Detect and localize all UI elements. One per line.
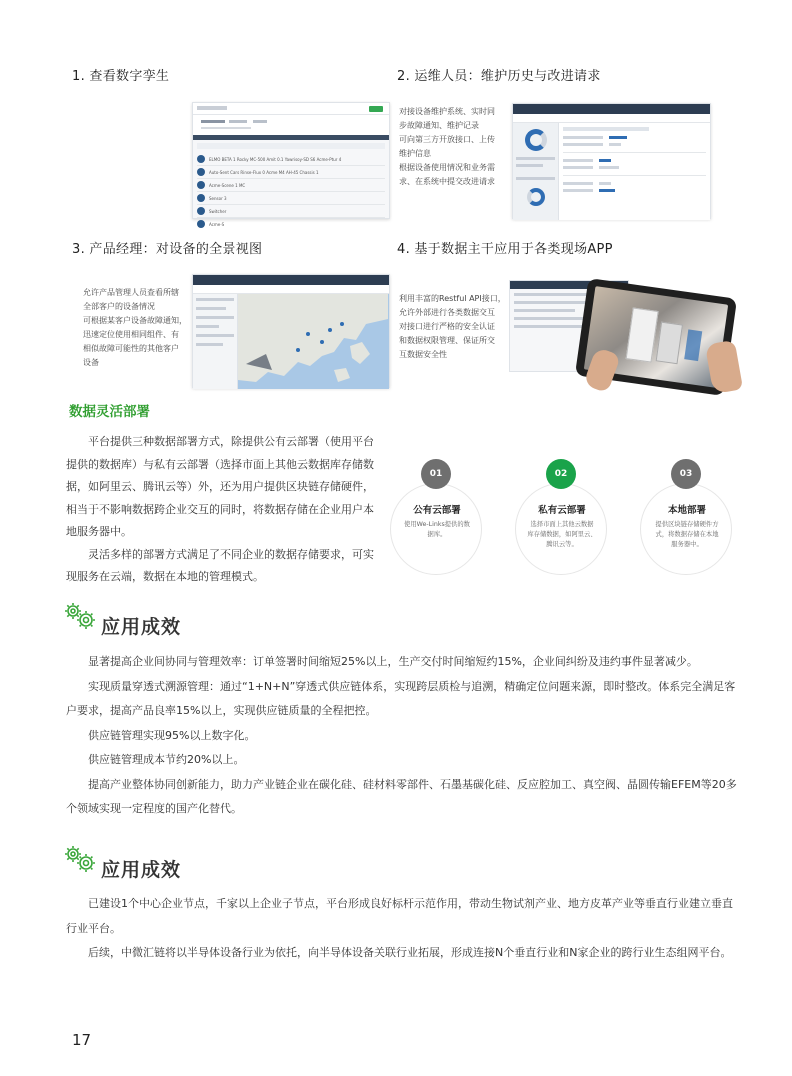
section1-paragraph: 提高产业整体协同创新能力，助力产业链企业在碳化硅、硅材料零部件、石墨基碳化硅、反应腔加工、真空阀、晶圆传输EFEM等20多个领域实现一定程度的国产化替代。 (66, 777, 737, 815)
row-text: Sensor 3 (209, 195, 227, 201)
row-icon (197, 194, 205, 202)
row-text: Auto-Sent Cars Rinse-Flux 0 Acme M4 AH-45 Chassis 1 (209, 169, 319, 175)
world-map (238, 294, 389, 389)
digital-twin-screenshot (192, 102, 390, 227)
deployment-text (66, 431, 379, 589)
section2-paragraph: 后续，中微汇链将以半导体设备行业为依托，向半导体设备关联行业拓展，形成连接N个垂直行业和N家企业的跨行业生态组网平台。 (88, 946, 732, 959)
deployment-paragraph: 平台提供三种数据部署方式，除提供公有云部署（使用平台提供的数据库）与私有云部署（选择市面上其他云数据库存储数据，如阿里云、腾讯云等）外，还为用户提供区块链存储硬件，相当于不影响数据跨企业交互的同时，将数据存储在企业用户本地服务器中。 (66, 435, 374, 538)
gears-icon (63, 601, 97, 631)
page-number: 17 (72, 1031, 92, 1049)
donut-chart-icon (527, 188, 545, 206)
quadrant-1-title: 1. 查看数字孪生 (72, 69, 170, 84)
quadrant-4-description: 利用丰富的Restful API接口， 允许外部进行各类数据交互 对接口进行严格的安全认证 和数据权限管理、保证所交 互数据安全性 (399, 294, 506, 359)
row-icon (197, 207, 205, 215)
row-icon (197, 181, 205, 189)
row-icon (197, 168, 205, 176)
option-title: 本地部署 (667, 505, 706, 516)
section1-body (66, 650, 742, 822)
section2-title: 应用成效 (101, 859, 182, 881)
section1-paragraph: 显著提高企业间协同与管理效率：订单签署时间缩短25%以上，生产交付时间缩短约15%，企业间纠纷及违约事件显著减少。 (88, 655, 698, 668)
option-description: 提供区块链存储硬件方 式，将数据存储在本地 服务器中。 (655, 521, 719, 548)
section1-title: 应用成效 (101, 616, 182, 638)
option-description: 使用We-Links提供的数 据库。 (404, 521, 470, 538)
donut-chart-icon (525, 129, 547, 151)
option-description: 选择市面上其他云数据 库存储数据，如阿里云、 腾讯云等。 (527, 521, 597, 548)
gears-icon (63, 844, 97, 874)
option-badge: 03 (671, 459, 701, 489)
row-text: Acme-S (209, 221, 225, 227)
quadrant-3-description: 允许产品管理人员查看所辖 全部客户的设备情况 可根据某客户设备故障通知， 迅速定位使用相同组件、有 相似故障可能性的其他客户 设备 (83, 288, 187, 367)
row-icon (197, 220, 205, 228)
quadrant-3-title: 3. 产品经理：对设备的全景视图 (72, 242, 263, 257)
tablet-app-photo (509, 280, 743, 396)
quadrant-4-title: 4. 基于数据主干应用于各类现场APP (397, 242, 613, 257)
quadrant-2-description: 对接设备维护系统、实时同 步故障通知、维护记录 可向第三方开放接口、上传 维护信息 根据设备使用情况和业务需 求、在系统中提交改进请求 (399, 107, 495, 186)
section1-paragraph: 供应链管理成本节约20%以上。 (88, 753, 245, 766)
option-title: 公有云部署 (413, 505, 461, 516)
option-badge: 02 (546, 459, 576, 489)
row-text: Switcher (209, 208, 227, 214)
quadrant-2-title: 2. 运维人员：维护历史与改进请求 (397, 69, 601, 84)
maintenance-history-screenshot (512, 103, 711, 219)
panorama-map-screenshot (192, 274, 390, 388)
deployment-heading: 数据灵活部署 (69, 404, 150, 420)
section1-paragraph: 实现质量穿透式溯源管理：通过“1+N+N”穿透式供应链体系，实现跨层质检与追溯，精确定位问题来源，即时整改。体系完全满足客户要求，提高产品良率15%以上，实现供应链质量的全程把控。 (66, 679, 736, 717)
deployment-paragraph: 灵活多样的部署方式满足了不同企业的数据存储要求，可实现服务在云端，数据在本地的管理模式。 (66, 547, 374, 583)
section2-paragraph: 已建设1个中心企业节点，千家以上企业子节点，平台形成良好标杆示范作用，带动生物试剂产业、地方皮革产业等垂直行业建立垂直行业平台。 (66, 897, 733, 935)
map-landmass (238, 294, 389, 389)
row-text: Acme-Scene 1 MC (209, 182, 246, 188)
option-badge: 01 (421, 459, 451, 489)
section2-body (66, 892, 742, 966)
row-icon (197, 155, 205, 163)
option-title: 私有云部署 (538, 505, 586, 516)
section1-paragraph: 供应链管理实现95%以上数字化。 (88, 728, 256, 742)
row-text: ELMO BETA 1 Rocky MC-500 Amit 0.1 Yawrisoy-SD S6 Acme-Ptur 4 (209, 156, 342, 162)
